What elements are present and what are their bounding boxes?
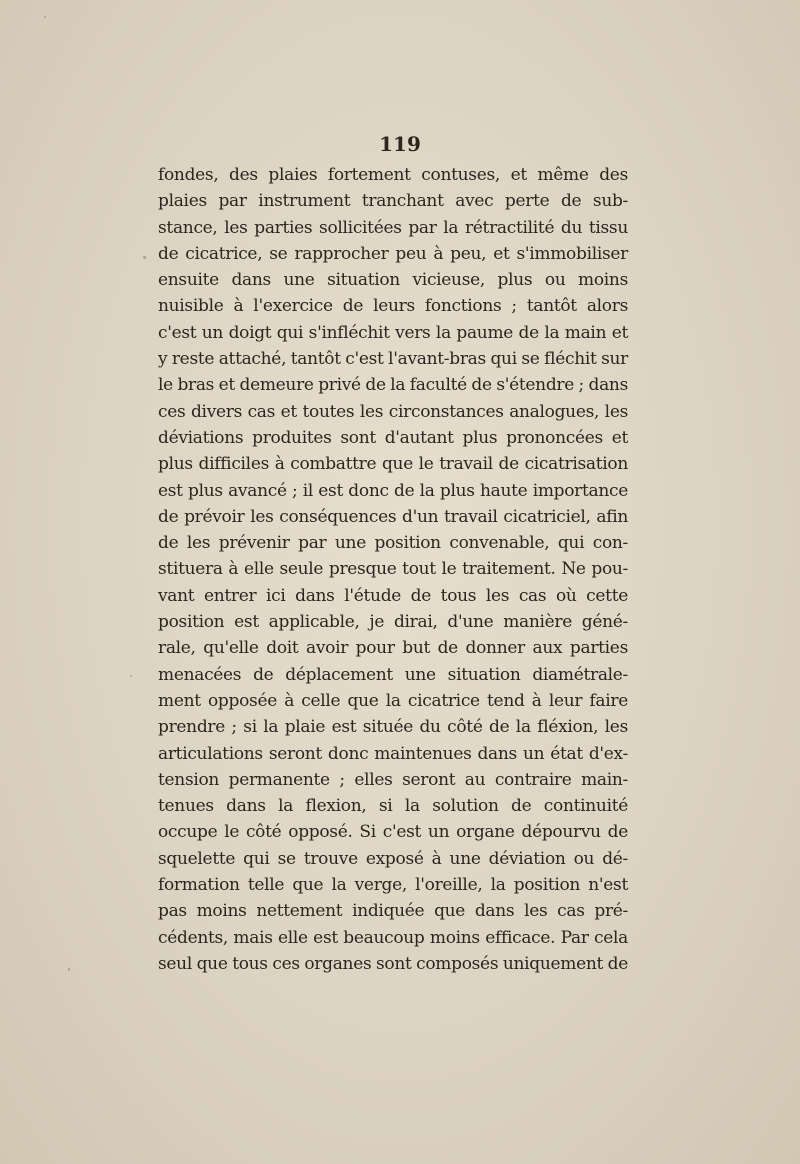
text-line: c'est un doigt qui s'infléchit vers la paume de la main et <box>158 322 628 343</box>
text-line: vant entrer ici dans l'étude de tous les cas où cette <box>158 585 628 606</box>
text-line: ment opposée à celle que la cicatrice tend à leur faire <box>158 690 628 711</box>
text-line: est plus avancé ; il est donc de la plus haute importance <box>158 480 628 501</box>
text-line: de les prévenir par une position convenable, qui con- <box>158 533 628 554</box>
text-line: menacées de déplacement une situation diamétrale- <box>158 664 628 685</box>
text-line: occupe le côté opposé. Si c'est un organe dépourvu de <box>158 822 628 843</box>
text-line: nuisible à l'exercice de leurs fonctions ; tantôt alors <box>158 296 628 317</box>
paper-speck <box>130 675 132 677</box>
paper-speck <box>44 16 46 18</box>
text-line: y reste attaché, tantôt c'est l'avant-bras qui se fléchit sur <box>158 349 628 370</box>
text-line: prendre ; si la plaie est située du côté de la fléxion, les <box>158 717 628 738</box>
text-line: plus difficiles à combattre que le travail de cicatrisation <box>158 454 628 475</box>
text-line: pas moins nettement indiquée que dans les cas pré- <box>158 901 628 922</box>
text-line: stance, les parties sollicitées par la rétractilité du tissu <box>158 217 628 238</box>
text-line: déviations produites sont d'autant plus prononcées et <box>158 427 628 448</box>
text-line: de prévoir les conséquences d'un travail cicatriciel, afin <box>158 506 628 527</box>
text-line: articulations seront donc maintenues dans un état d'ex- <box>158 743 628 764</box>
text-line: plaies par instrument tranchant avec perte de sub- <box>158 191 628 212</box>
text-line: squelette qui se trouve exposé à une déviation ou dé- <box>158 848 628 869</box>
paper-speck <box>68 968 70 971</box>
body-text <box>158 162 628 977</box>
page-number: 119 <box>379 132 421 156</box>
text-line: tenues dans la flexion, si la solution de continuité <box>158 796 628 817</box>
text-line: rale, qu'elle doit avoir pour but de donner aux parties <box>158 638 628 659</box>
paper-speck <box>143 256 146 259</box>
text-line: de cicatrice, se rapprocher peu à peu, et s'immobiliser <box>158 243 628 264</box>
text-line: fondes, des plaies fortement contuses, et même des <box>158 165 628 185</box>
text-line: tension permanente ; elles seront au contraire main- <box>158 769 628 790</box>
text-line: stituera à elle seule presque tout le traitement. Ne pou- <box>158 559 628 580</box>
text-line: ces divers cas et toutes les circonstances analogues, les <box>158 401 628 422</box>
text-line: seul que tous ces organes sont composés uniquement de <box>158 953 628 974</box>
text-line: ensuite dans une situation vicieuse, plus ou moins <box>158 270 628 291</box>
text-line: position est applicable, je dirai, d'une manière géné- <box>158 612 628 633</box>
text-line: le bras et demeure privé de la faculté de s'étendre ; dans <box>158 375 628 396</box>
text-line: formation telle que la verge, l'oreille, la position n'est <box>158 875 628 896</box>
text-line: cédents, mais elle est beaucoup moins efficace. Par cela <box>158 927 628 948</box>
